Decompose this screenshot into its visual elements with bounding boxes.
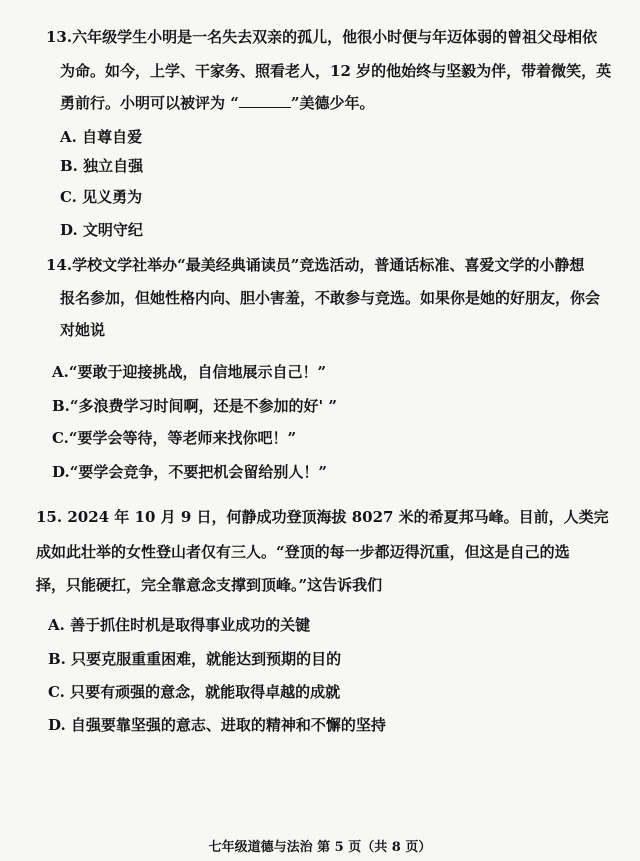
option-a: A.“要敢于迎接挑战，自信地展示自己！” bbox=[52, 363, 327, 381]
option-d: D. 文明守纪 bbox=[60, 221, 143, 239]
option-b: B.“多浪费学习时间啊，还是不参加的好' ” bbox=[52, 397, 337, 415]
stem-line: 择，只能硬扛，完全靠意念支撑到顶峰。”这告诉我们 bbox=[36, 576, 383, 594]
stem-line: 报名参加，但她性格内向、胆小害羞，不敢参与竞选。如果你是她的好朋友，你会 bbox=[60, 289, 601, 307]
option-d: D.“要学会竞争，不要把机会留给别人！” bbox=[52, 463, 327, 481]
stem-line: 13.六年级学生小明是一名失去双亲的孤儿，他很小时便与年迈体弱的曾祖父母相依 bbox=[46, 28, 598, 46]
option-b: B. 只要克服重重困难，就能达到预期的目的 bbox=[48, 650, 342, 668]
stem-line: 15. 2024 年 10 月 9 日，何静成功登顶海拔 8027 米的希夏邦马峰。目前，人类完 bbox=[36, 508, 609, 526]
stem-line: 为命。如今，上学、干家务、照看老人，12 岁的他始终与坚毅为伴，带着微笑，英 bbox=[60, 62, 612, 80]
page-footer: 七年级道德与法治 第 5 页（共 8 页） bbox=[208, 840, 432, 855]
option-c: C.“要学会等待，等老师来找你吧！” bbox=[52, 429, 297, 447]
stem-line: 对她说 bbox=[60, 321, 106, 339]
stem-line: 成如此壮举的女性登山者仅有三人。“登顶的每一步都迈得沉重，但这是自己的选 bbox=[36, 543, 570, 561]
option-c: C. 见义勇为 bbox=[60, 188, 143, 206]
option-a: A. 善于抓住时机是取得事业成功的关键 bbox=[48, 616, 311, 634]
stem-line: 14.学校文学社举办“最美经典诵读员”竞选活动，普通话标准、喜爱文学的小静想 bbox=[46, 256, 585, 274]
option-c: C. 只要有顽强的意念，就能取得卓越的成就 bbox=[48, 683, 341, 701]
answer-blank bbox=[239, 107, 291, 108]
stem-text: ”美德少年。 bbox=[290, 94, 375, 112]
stem-line bbox=[60, 92, 375, 113]
option-d: D. 自强要靠坚强的意志、进取的精神和不懈的坚持 bbox=[48, 716, 386, 734]
option-a: A. 自尊自爱 bbox=[60, 128, 143, 146]
option-b: B. 独立自强 bbox=[60, 157, 144, 175]
stem-text: 勇前行。小明可以被评为 “ bbox=[60, 94, 239, 112]
